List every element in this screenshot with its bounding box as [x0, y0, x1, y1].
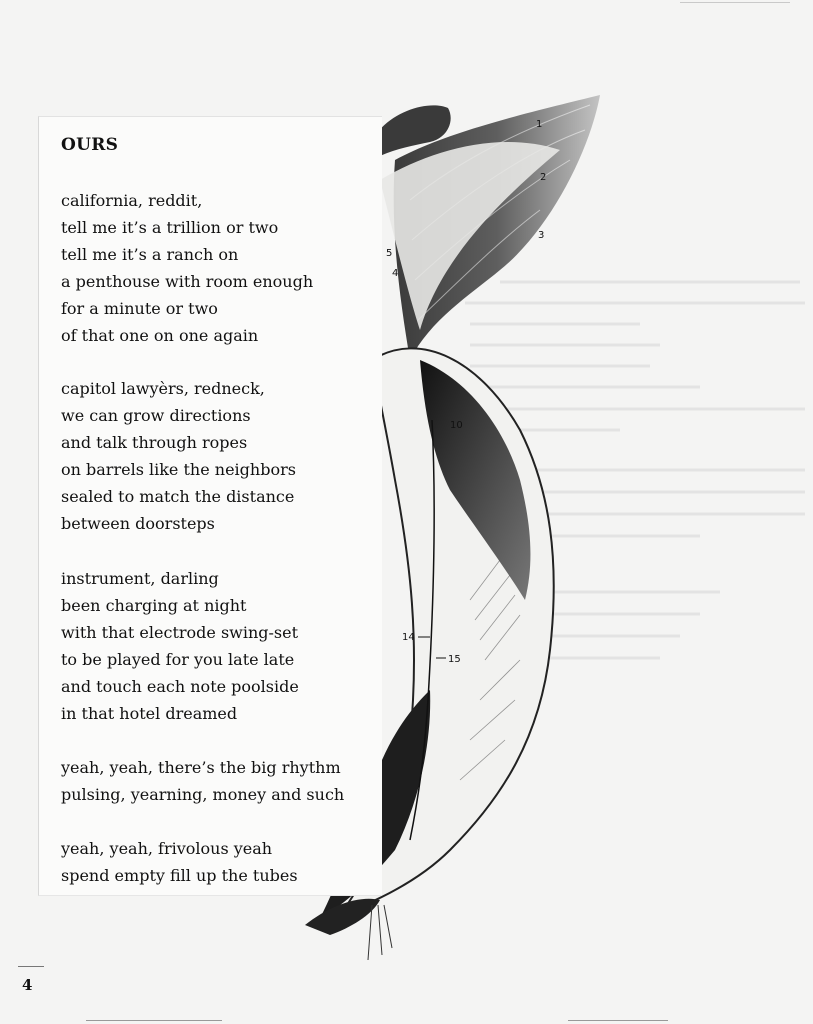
page-number-rule — [18, 966, 44, 967]
page-number: 4 — [22, 976, 33, 994]
label-14: 14 — [402, 632, 415, 643]
stanza-5 — [61, 835, 298, 889]
poem-line: with that electrode swing-set — [61, 623, 299, 642]
poem-line: california, reddit, — [61, 191, 203, 210]
stanza-4 — [61, 754, 344, 808]
stanza-2 — [61, 375, 296, 537]
poem-line: to be played for you late late — [61, 650, 295, 669]
poem-line: we can grow directions — [61, 406, 251, 425]
foot-tip — [305, 899, 380, 935]
poem-line: yeah, yeah, frivolous yeah — [61, 839, 273, 858]
poem-line: sealed to match the distance — [61, 487, 295, 506]
label-2: 2 — [540, 172, 547, 183]
poem-card — [38, 116, 382, 896]
poem-line: and touch each note poolside — [61, 677, 299, 696]
poem-line: between doorsteps — [61, 514, 215, 533]
poem-title: OURS — [61, 135, 119, 155]
poem-line: in that hotel dreamed — [61, 704, 238, 723]
label-15: 15 — [448, 654, 461, 665]
poem-line: pulsing, yearning, money and such — [61, 785, 345, 804]
label-4: 4 — [392, 268, 399, 279]
label-3: 3 — [538, 230, 545, 241]
poem-line: yeah, yeah, there’s the big rhythm — [61, 758, 341, 777]
poem-line: tell me it’s a ranch on — [61, 245, 239, 264]
poem-line: of that one on one again — [61, 326, 259, 345]
poem-line: a penthouse with room enough — [61, 272, 314, 291]
poem-line: capitol lawyèrs, redneck, — [61, 379, 265, 398]
poem-line: instrument, darling — [61, 569, 219, 588]
poem-line: been charging at night — [61, 596, 247, 615]
poem-line: for a minute or two — [61, 299, 218, 318]
poem-line: and talk through ropes — [61, 433, 248, 452]
label-10: 10 — [450, 420, 463, 431]
label-5a: 5 — [386, 248, 393, 259]
poem-line: spend empty fill up the tubes — [61, 866, 298, 885]
root-strands — [368, 905, 392, 960]
poem-line: on barrels like the neighbors — [61, 460, 296, 479]
stanza-1 — [61, 187, 313, 349]
stanza-3 — [61, 565, 299, 727]
poem-line: tell me it’s a trillion or two — [61, 218, 279, 237]
label-1: 1 — [536, 119, 543, 130]
